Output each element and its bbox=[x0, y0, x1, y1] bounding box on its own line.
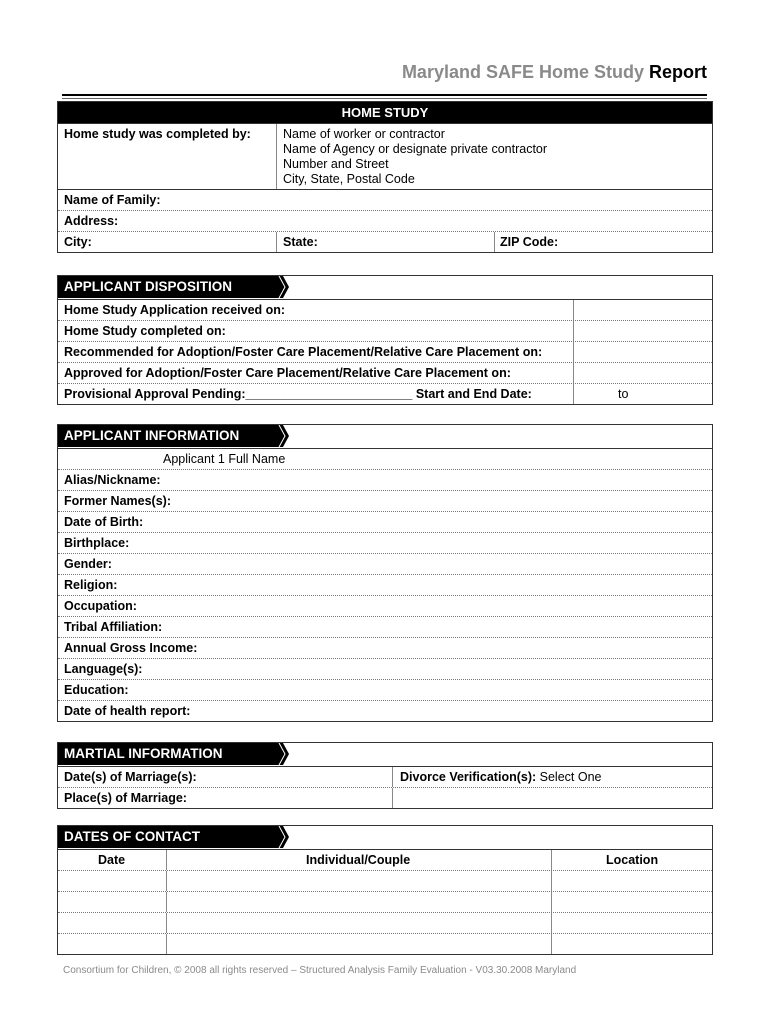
divorce-label: Divorce Verification(s): bbox=[400, 770, 537, 784]
applicant-row[interactable] bbox=[58, 658, 712, 679]
family-name-row[interactable] bbox=[58, 189, 712, 210]
disposition-title: APPLICANT DISPOSITION bbox=[58, 276, 276, 298]
applicant-full-name: Applicant 1 Full Name bbox=[163, 452, 286, 466]
divorce-select[interactable]: Select One bbox=[539, 770, 602, 784]
field-label: Date of health report: bbox=[64, 704, 191, 718]
marriage-place-row[interactable] bbox=[58, 787, 712, 808]
application-received-label: Home Study Application received on: bbox=[64, 303, 286, 317]
applicant-row[interactable] bbox=[58, 700, 712, 721]
marriage-place-label: Place(s) of Marriage: bbox=[64, 791, 187, 805]
disposition-row[interactable] bbox=[58, 341, 712, 362]
chevron-right-icon bbox=[276, 425, 290, 448]
field-label: Date of Birth: bbox=[64, 515, 144, 529]
field-label: Religion: bbox=[64, 578, 118, 592]
field-label: Language(s): bbox=[64, 662, 143, 676]
agency-name: Name of Agency or designate private contractor bbox=[283, 142, 548, 156]
column-location: Location bbox=[606, 853, 659, 867]
contact-header bbox=[58, 826, 712, 849]
marital-title: MARTIAL INFORMATION bbox=[58, 743, 276, 765]
street-address: Number and Street bbox=[283, 157, 389, 171]
applicant-row[interactable] bbox=[58, 679, 712, 700]
applicant-section bbox=[57, 424, 713, 722]
recommended-label: Recommended for Adoption/Foster Care Placement/Relative Care Placement on: bbox=[64, 345, 543, 359]
applicant-row[interactable] bbox=[58, 595, 712, 616]
city-state-zip-row bbox=[58, 231, 712, 252]
home-study-header: HOME STUDY bbox=[58, 102, 712, 123]
contact-title: DATES OF CONTACT bbox=[58, 826, 276, 848]
state-label: State: bbox=[283, 235, 318, 249]
field-label: Education: bbox=[64, 683, 129, 697]
footer-text: Consortium for Children, © 2008 all rights reserved – Structured Analysis Family Evaluation - V03.30.2008 Maryland bbox=[63, 965, 577, 976]
applicant-row[interactable] bbox=[58, 490, 712, 511]
applicant-title: APPLICANT INFORMATION bbox=[58, 425, 276, 447]
disposition-row[interactable] bbox=[58, 362, 712, 383]
completed-by-row bbox=[58, 123, 712, 189]
family-name-label: Name of Family: bbox=[64, 193, 161, 207]
field-label: Occupation: bbox=[64, 599, 137, 613]
disposition-section bbox=[57, 275, 713, 405]
applicant-row[interactable] bbox=[58, 532, 712, 553]
address-label: Address: bbox=[64, 214, 119, 228]
title-part2: Report bbox=[649, 62, 707, 82]
disposition-header bbox=[58, 276, 712, 299]
address-row[interactable] bbox=[58, 210, 712, 231]
chevron-right-icon bbox=[276, 826, 290, 849]
applicant-header bbox=[58, 425, 712, 448]
zip-label: ZIP Code: bbox=[500, 235, 559, 249]
applicant-row[interactable] bbox=[58, 469, 712, 490]
applicant-row[interactable] bbox=[58, 511, 712, 532]
field-label: Birthplace: bbox=[64, 536, 130, 550]
field-label: Alias/Nickname: bbox=[64, 473, 161, 487]
disposition-row[interactable] bbox=[58, 320, 712, 341]
chevron-right-icon bbox=[276, 743, 290, 766]
marital-header bbox=[58, 743, 712, 766]
worker-name: Name of worker or contractor bbox=[283, 127, 445, 141]
page-title bbox=[402, 62, 707, 83]
divorce-verification[interactable] bbox=[400, 770, 601, 784]
city-label: City: bbox=[64, 235, 92, 249]
marital-section bbox=[57, 742, 713, 809]
table-row[interactable] bbox=[58, 912, 712, 933]
title-rule-thin bbox=[62, 98, 707, 99]
table-row[interactable] bbox=[58, 891, 712, 912]
applicant-row[interactable] bbox=[58, 616, 712, 637]
chevron-right-icon bbox=[276, 276, 290, 299]
title-rule bbox=[62, 94, 707, 96]
table-row[interactable] bbox=[58, 870, 712, 891]
title-part1: Maryland SAFE Home Study bbox=[401, 62, 644, 82]
field-label: Annual Gross Income: bbox=[64, 641, 198, 655]
field-label: Tribal Affiliation: bbox=[64, 620, 163, 634]
applicant-row[interactable] bbox=[58, 574, 712, 595]
marriage-dates-label: Date(s) of Marriage(s): bbox=[64, 770, 197, 784]
applicant-name-row[interactable] bbox=[58, 448, 712, 469]
marriage-dates-row[interactable] bbox=[58, 766, 712, 787]
completed-by-label: Home study was completed by: bbox=[64, 127, 251, 141]
contact-section bbox=[57, 825, 713, 955]
approved-label: Approved for Adoption/Foster Care Placement/Relative Care Placement on: bbox=[64, 366, 511, 380]
city-state-postal: City, State, Postal Code bbox=[283, 172, 415, 186]
study-completed-label: Home Study completed on: bbox=[64, 324, 226, 338]
disposition-row[interactable] bbox=[58, 299, 712, 320]
provisional-row[interactable] bbox=[58, 383, 712, 404]
contact-table-header bbox=[58, 849, 712, 870]
field-label: Former Names(s): bbox=[64, 494, 171, 508]
column-individual-couple: Individual/Couple bbox=[306, 853, 411, 867]
applicant-row[interactable] bbox=[58, 553, 712, 574]
to-text: to bbox=[618, 387, 629, 401]
provisional-label: Provisional Approval Pending:________________________ Start and End Date: bbox=[64, 387, 532, 401]
column-date: Date bbox=[98, 853, 126, 867]
completed-by-field[interactable] bbox=[283, 127, 547, 187]
field-label: Gender: bbox=[64, 557, 112, 571]
table-row[interactable] bbox=[58, 933, 712, 954]
home-study-section bbox=[57, 101, 713, 253]
applicant-row[interactable] bbox=[58, 637, 712, 658]
